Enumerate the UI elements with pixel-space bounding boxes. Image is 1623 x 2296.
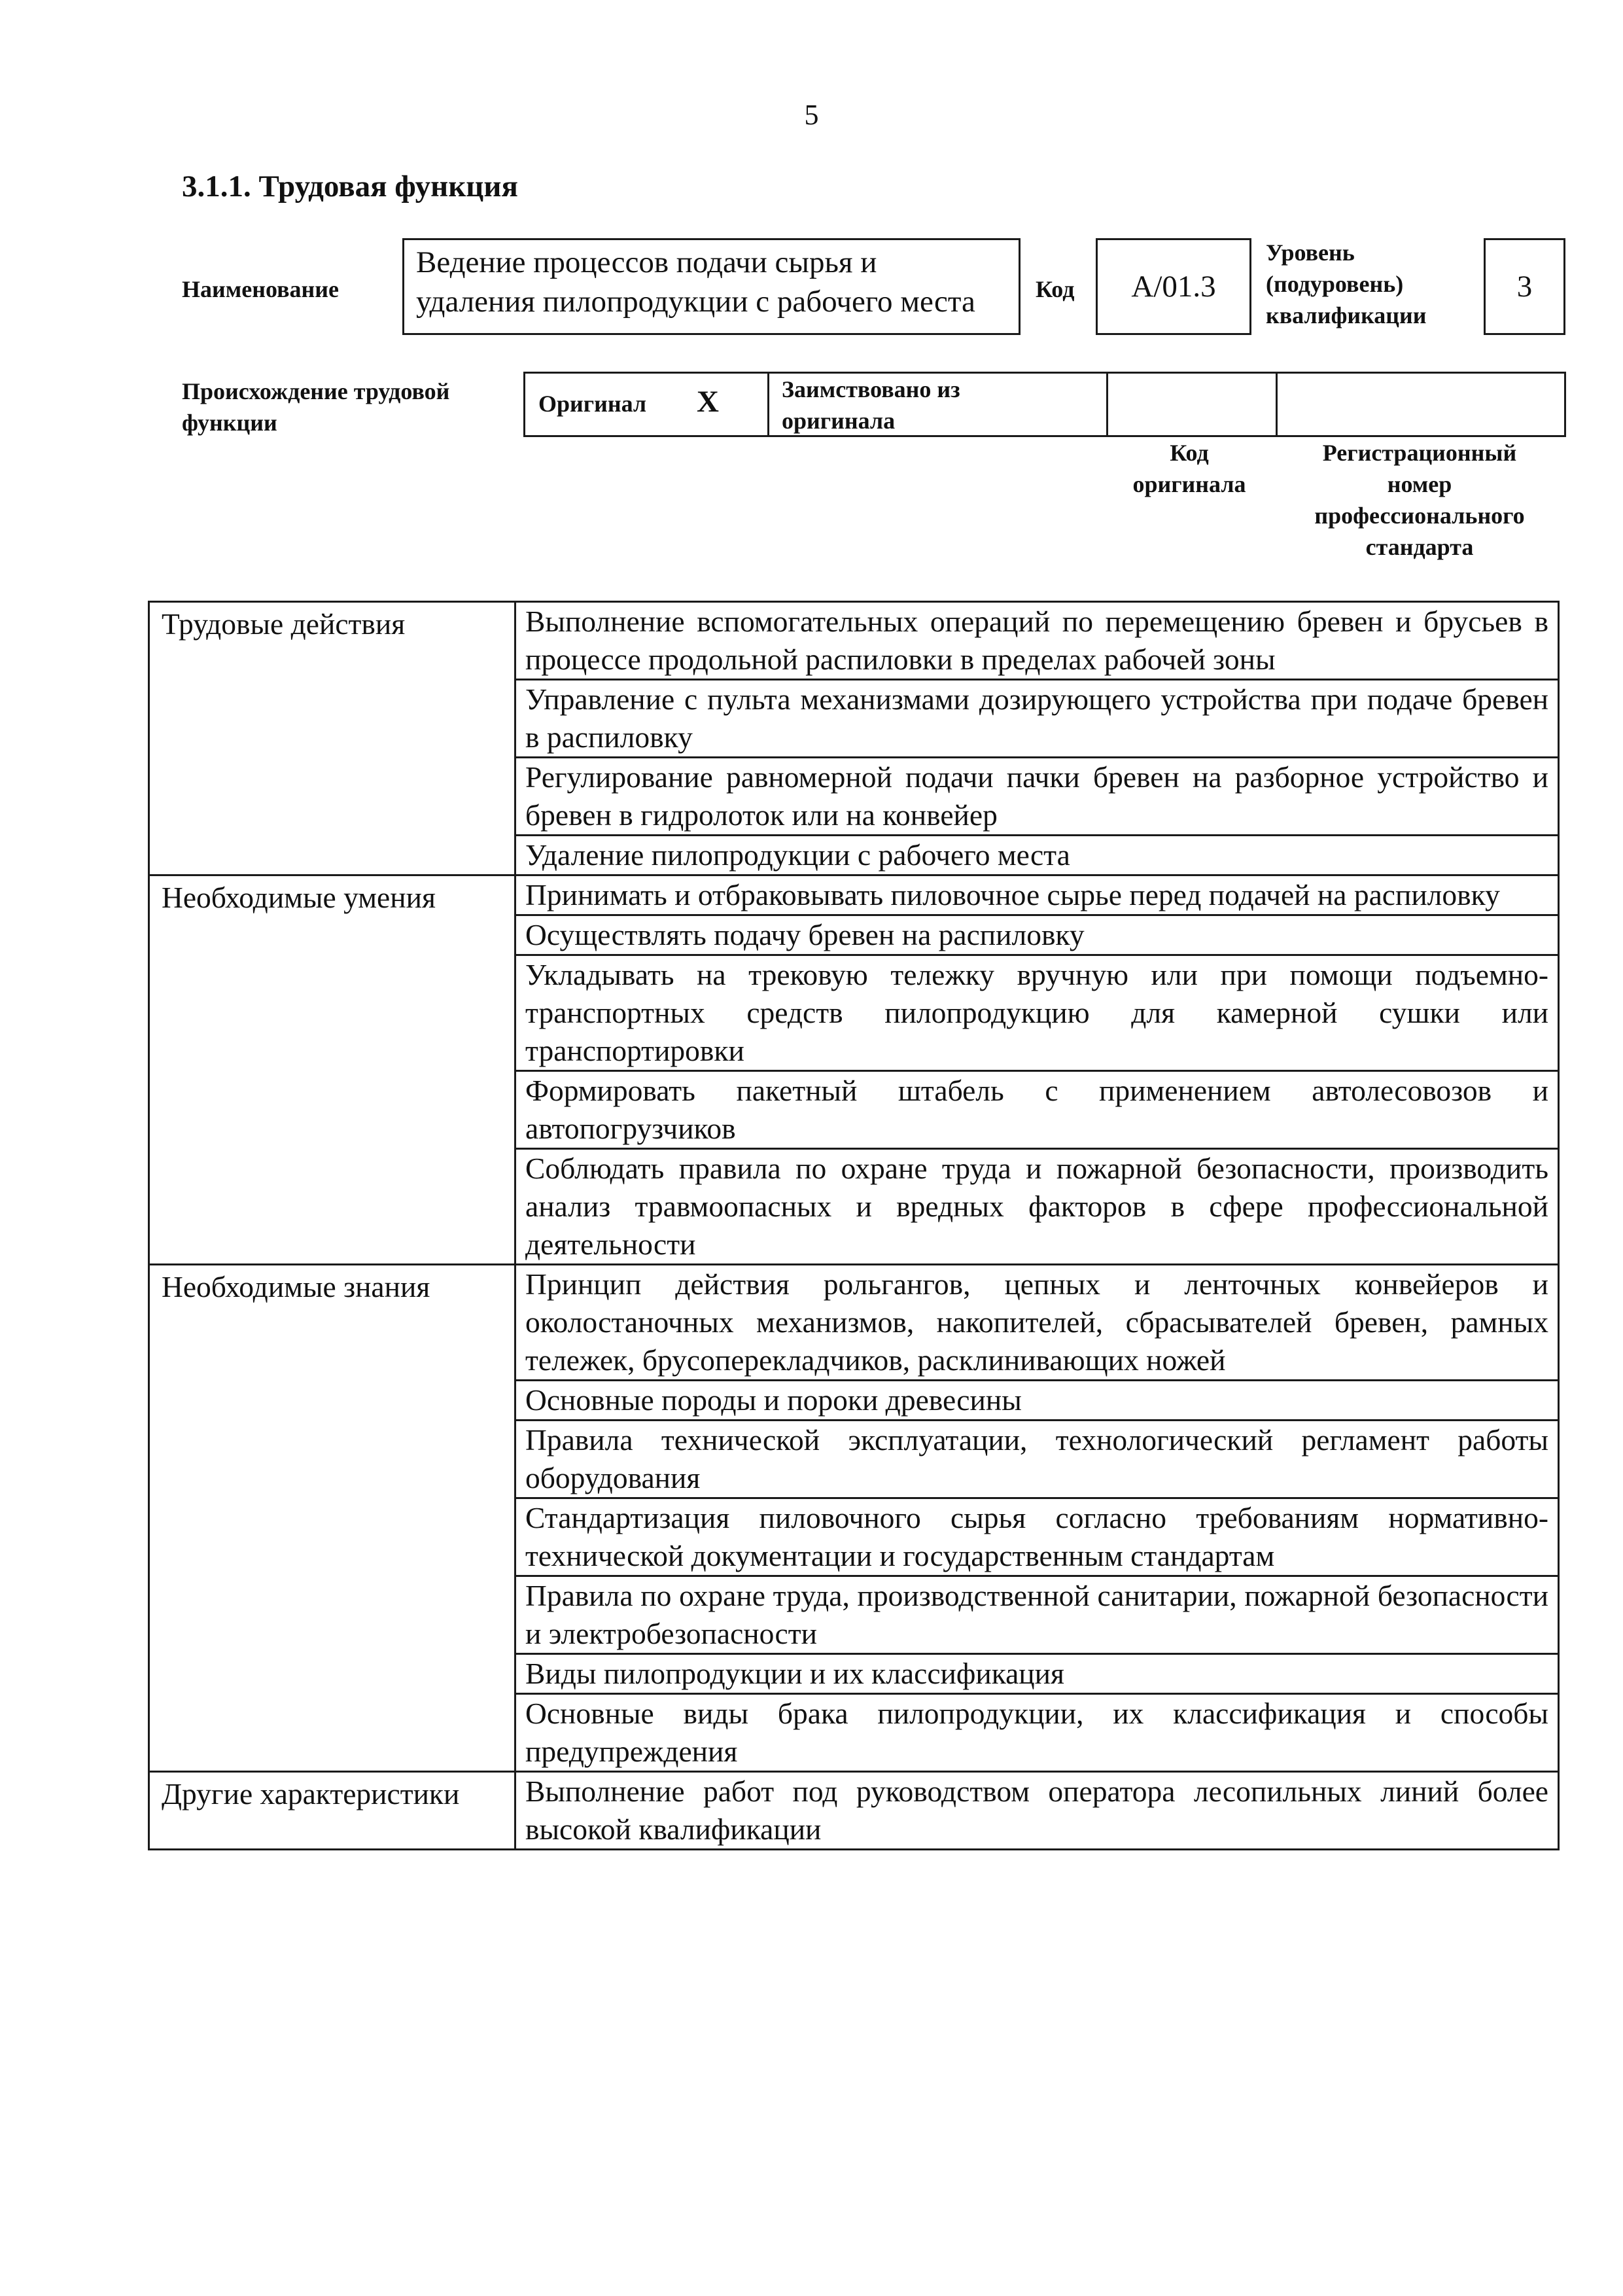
item-cell: Правила технической эксплуатации, технологический регламент работы оборудования — [515, 1421, 1559, 1498]
origin-label — [182, 376, 449, 438]
original-label: Оригинал — [538, 391, 647, 417]
name-label: Наименование — [182, 276, 339, 302]
category-cell: Другие характеристики — [149, 1772, 515, 1850]
code-label: Код — [1036, 276, 1075, 302]
name-line-2: удаления пилопродукции с рабочего места — [416, 285, 975, 319]
reg-number-caption-line-2: номер — [1387, 471, 1452, 497]
item-cell: Основные виды брака пилопродукции, их классификация и способы предупреждения — [515, 1694, 1559, 1772]
functions-table-body — [149, 602, 1559, 1850]
item-cell: Принцип действия рольгангов, цепных и ленточных конвейеров и околостаночных механизмов, накопителей, сбрасывателей бревен, рамных тележек, брусоперекладчиков, расклинивающих ножей — [515, 1265, 1559, 1381]
reg-number-caption-line-3: профессионального — [1314, 503, 1525, 529]
category-cell: Трудовые действия — [149, 602, 515, 875]
item-cell: Основные породы и пороки древесины — [515, 1381, 1559, 1421]
item-cell: Удаление пилопродукции с рабочего места — [515, 836, 1559, 875]
item-cell: Стандартизация пиловочного сырья согласно требованиям нормативно-технической документации и государственным стандартам — [515, 1498, 1559, 1576]
item-cell: Соблюдать правила по охране труда и пожарной безопасности, производить анализ травмоопасных и вредных факторов в сфере профессиональной деятельности — [515, 1149, 1559, 1265]
item-cell: Правила по охране труда, производственной санитарии, пожарной безопасности и электробезопасности — [515, 1576, 1559, 1654]
functions-table — [148, 601, 1560, 1850]
item-cell: Регулирование равномерной подачи пачки бревен на разборное устройство и бревен в гидролоток или на конвейер — [515, 758, 1559, 836]
item-cell: Осуществлять подачу бревен на распиловку — [515, 915, 1559, 955]
origin-divider-1 — [767, 374, 769, 435]
item-cell: Выполнение работ под руководством оператора лесопильных линий более высокой квалификации — [515, 1772, 1559, 1850]
table-row — [149, 1772, 1559, 1850]
table-row — [149, 1265, 1559, 1381]
item-cell: Принимать и отбраковывать пиловочное сырье перед подачей на распиловку — [515, 875, 1559, 915]
item-cell: Управление с пульта механизмами дозирующего устройства при подаче бревен в распиловку — [515, 680, 1559, 758]
original-mark: X — [697, 385, 719, 419]
page-number: 5 — [804, 99, 819, 131]
borrowed-label — [782, 374, 960, 436]
origin-box — [523, 372, 1566, 437]
section-title: 3.1.1. Трудовая функция — [182, 169, 518, 203]
level-label-line-2: (подуровень) — [1266, 271, 1404, 297]
code-original-caption — [1104, 437, 1274, 500]
level-label-line-1: Уровень — [1266, 239, 1355, 266]
reg-number-caption-line-1: Регистрационный — [1322, 440, 1517, 466]
origin-label-line-1: Происхождение трудовой — [182, 378, 450, 404]
item-cell: Виды пилопродукции и их классификация — [515, 1654, 1559, 1694]
code-value: А/01.3 — [1131, 270, 1216, 304]
borrowed-label-line-1: Заимствовано из — [782, 376, 960, 402]
item-cell: Формировать пакетный штабель с применением автолесовозов и автопогрузчиков — [515, 1071, 1559, 1149]
level-label — [1266, 237, 1427, 331]
category-cell: Необходимые знания — [149, 1265, 515, 1772]
reg-number-caption-line-4: стандарта — [1365, 534, 1474, 560]
category-cell: Необходимые умения — [149, 875, 515, 1265]
name-box — [402, 238, 1021, 335]
origin-divider-3 — [1276, 374, 1278, 435]
level-box — [1484, 238, 1565, 335]
name-line-1: Ведение процессов подачи сырья и — [416, 245, 877, 279]
table-row — [149, 602, 1559, 680]
code-original-caption-line-2: оригинала — [1132, 471, 1246, 497]
reg-number-caption — [1272, 437, 1567, 563]
origin-divider-2 — [1106, 374, 1108, 435]
item-cell: Выполнение вспомогательных операций по перемещению бревен и брусьев в процессе продольной распиловки в пределах рабочей зоны — [515, 602, 1559, 680]
code-original-caption-line-1: Код — [1170, 440, 1209, 466]
table-row — [149, 875, 1559, 915]
borrowed-label-line-2: оригинала — [782, 408, 896, 434]
level-label-line-3: квалификации — [1266, 302, 1427, 328]
code-box — [1096, 238, 1251, 335]
level-value: 3 — [1516, 270, 1533, 304]
item-cell: Укладывать на трековую тележку вручную или при помощи подъемно-транспортных средств пилопродукцию для камерной сушки или транспортировки — [515, 955, 1559, 1071]
origin-label-line-2: функции — [182, 410, 277, 436]
